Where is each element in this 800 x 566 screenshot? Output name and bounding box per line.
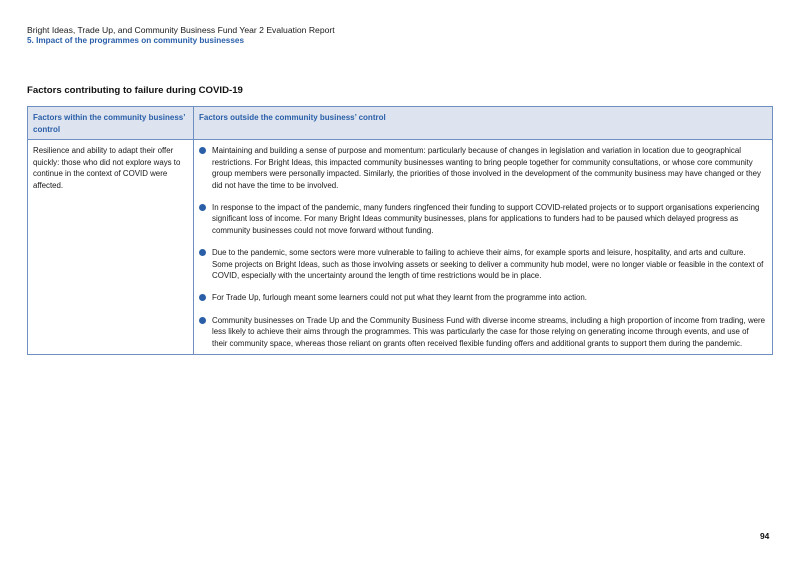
bullet-icon <box>199 294 206 301</box>
bullet-text: In response to the impact of the pandemic, many funders ringfenced their funding to support COVID-related projects or to support organisations experiencing significant loss of income. For many Bright Ideas community businesses, plans for applications to funders had to be paused which delayed progress as community businesses could not move forward without funding. <box>212 202 760 236</box>
bullet-icon <box>199 249 206 256</box>
bullet-text: Due to the pandemic, some sectors were more vulnerable to failing to achieve their aims, for example sports and leisure, hospitality, and arts and culture. Some projects on Bright Ideas, such as those involving assets or seeking to deliver a community hub model, were no longer viable or feasible in the context of COVID, especially with the uncertainty around the length of time restrictions would be in place. <box>212 248 764 281</box>
within-control-cell: Resilience and ability to adapt their offer quickly: those who did not explore ways to continue in the context of COVID were affected. <box>28 140 194 355</box>
bullet-text: Maintaining and building a sense of purpose and momentum: particularly because of changes in legislation and variation in location due to geographical restrictions. For Bright Ideas, this impacted community businesses wanting to bring people together for community consultations, or whose core community group members were personally impacted. Similarly, the priorities of those involved in the development of the community business may have changed or they did not have the time to be involved. <box>212 146 761 190</box>
table-header-row <box>28 107 773 140</box>
header-within-control: Factors within the community business’ control <box>28 107 194 140</box>
chapter-subtitle: 5. Impact of the programmes on community businesses <box>27 36 245 45</box>
factors-table <box>27 106 773 355</box>
table-row <box>28 140 773 355</box>
bullet-icon <box>199 204 206 211</box>
list-item <box>199 202 766 237</box>
outside-control-list <box>199 145 766 349</box>
list-item <box>199 247 766 282</box>
page-number: 94 <box>760 531 770 541</box>
document-title: Bright Ideas, Trade Up, and Community Business Fund Year 2 Evaluation Report <box>27 25 335 35</box>
list-item <box>199 315 766 350</box>
bullet-text: For Trade Up, furlough meant some learners could not put what they learnt from the programme into action. <box>212 293 587 303</box>
bullet-text: Community businesses on Trade Up and the Community Business Fund with diverse income streams, including a high proportion of income from trading, were less likely to achieve their aims through the programmes. This was particularly the case for those relying on generating income through events, and use of their community space, whereas those reliant on grants often received flexible funding offers and additional grants to support them during the pandemic. <box>212 315 766 348</box>
bullet-icon <box>199 317 206 324</box>
bullet-icon <box>199 147 206 154</box>
outside-control-cell <box>194 140 773 355</box>
list-item <box>199 292 766 304</box>
header-outside-control: Factors outside the community business’ control <box>194 107 773 140</box>
section-heading: Factors contributing to failure during COVID-19 <box>27 85 243 96</box>
list-item <box>199 145 766 191</box>
